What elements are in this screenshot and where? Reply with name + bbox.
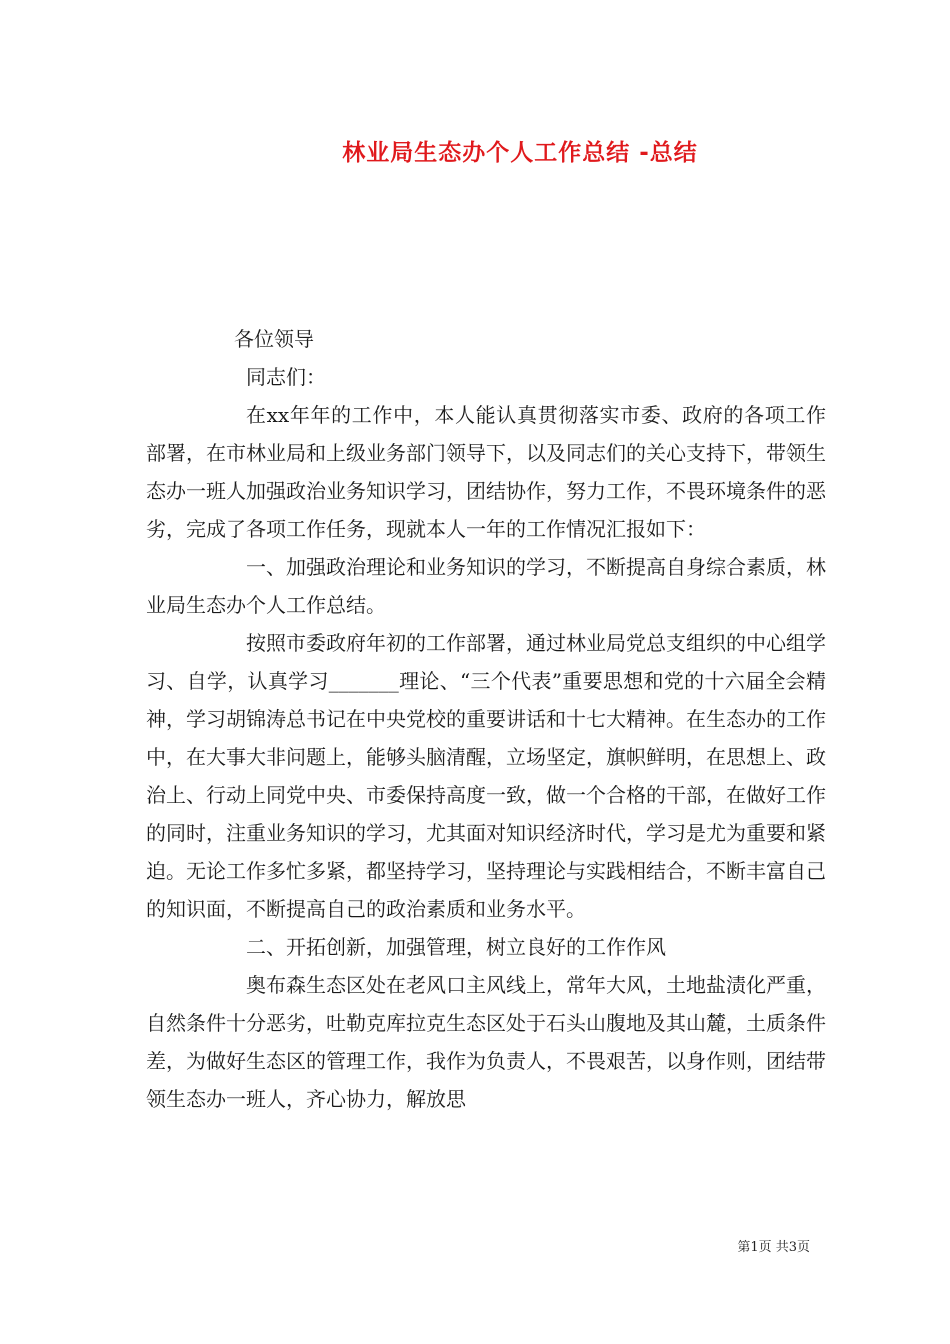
- section-heading-2: 二、开拓创新，加强管理，树立良好的工作作风: [246, 935, 666, 959]
- document-body: [146, 320, 826, 1118]
- paragraph-study: 按照市委政府年初的工作部署，通过林业局党总支组织的中心组学习、自学，认真学习_______理论、“三个代表”重要思想和党的十六届全会精神，学习胡锦涛总书记在中央党校的重要讲话和十七大精神。在生态办的工作中，在大事大非问题上，能够头脑清醒，立场坚定，旗帜鲜明，在思想上、政治上、行动上同党中央、市委保持高度一致，做一个合格的干部，在做好工作的同时，注重业务知识的学习，尤其面对知识经济时代，学习是尤为重要和紧迫。无论工作多忙多紧，都坚持学习，坚持理论与实践相结合，不断丰富自己的知识面，不断提高自己的政治素质和业务水平。: [146, 631, 826, 921]
- section-heading-1: 一、加强政治理论和业务知识的学习，不断提高自身综合素质，林业局生态办个人工作总结。: [146, 555, 826, 617]
- greeting-leaders: 各位领导: [234, 327, 314, 351]
- page-number: 第1页 共3页: [737, 1240, 810, 1255]
- paragraph-intro: 在xx年年的工作中，本人能认真贯彻落实市委、政府的各项工作部署，在市林业局和上级业务部门领导下，以及同志们的关心支持下，带领生态办一班人加强政治业务知识学习，团结协作，努力工作，不畏环境条件的恶劣，完成了各项工作任务，现就本人一年的工作情况汇报如下：: [146, 403, 826, 541]
- greeting-comrades: 同志们：: [246, 365, 326, 389]
- paragraph-management: 奥布森生态区处在老风口主风线上，常年大风，土地盐渍化严重，自然条件十分恶劣，吐勒克库拉克生态区处于石头山腹地及其山麓，土质条件差，为做好生态区的管理工作，我作为负责人，不畏艰苦，以身作则，团结带领生态办一班人，齐心协力，解放思: [146, 973, 826, 1111]
- document-title: 林业局生态办个人工作总结 -总结: [342, 140, 698, 166]
